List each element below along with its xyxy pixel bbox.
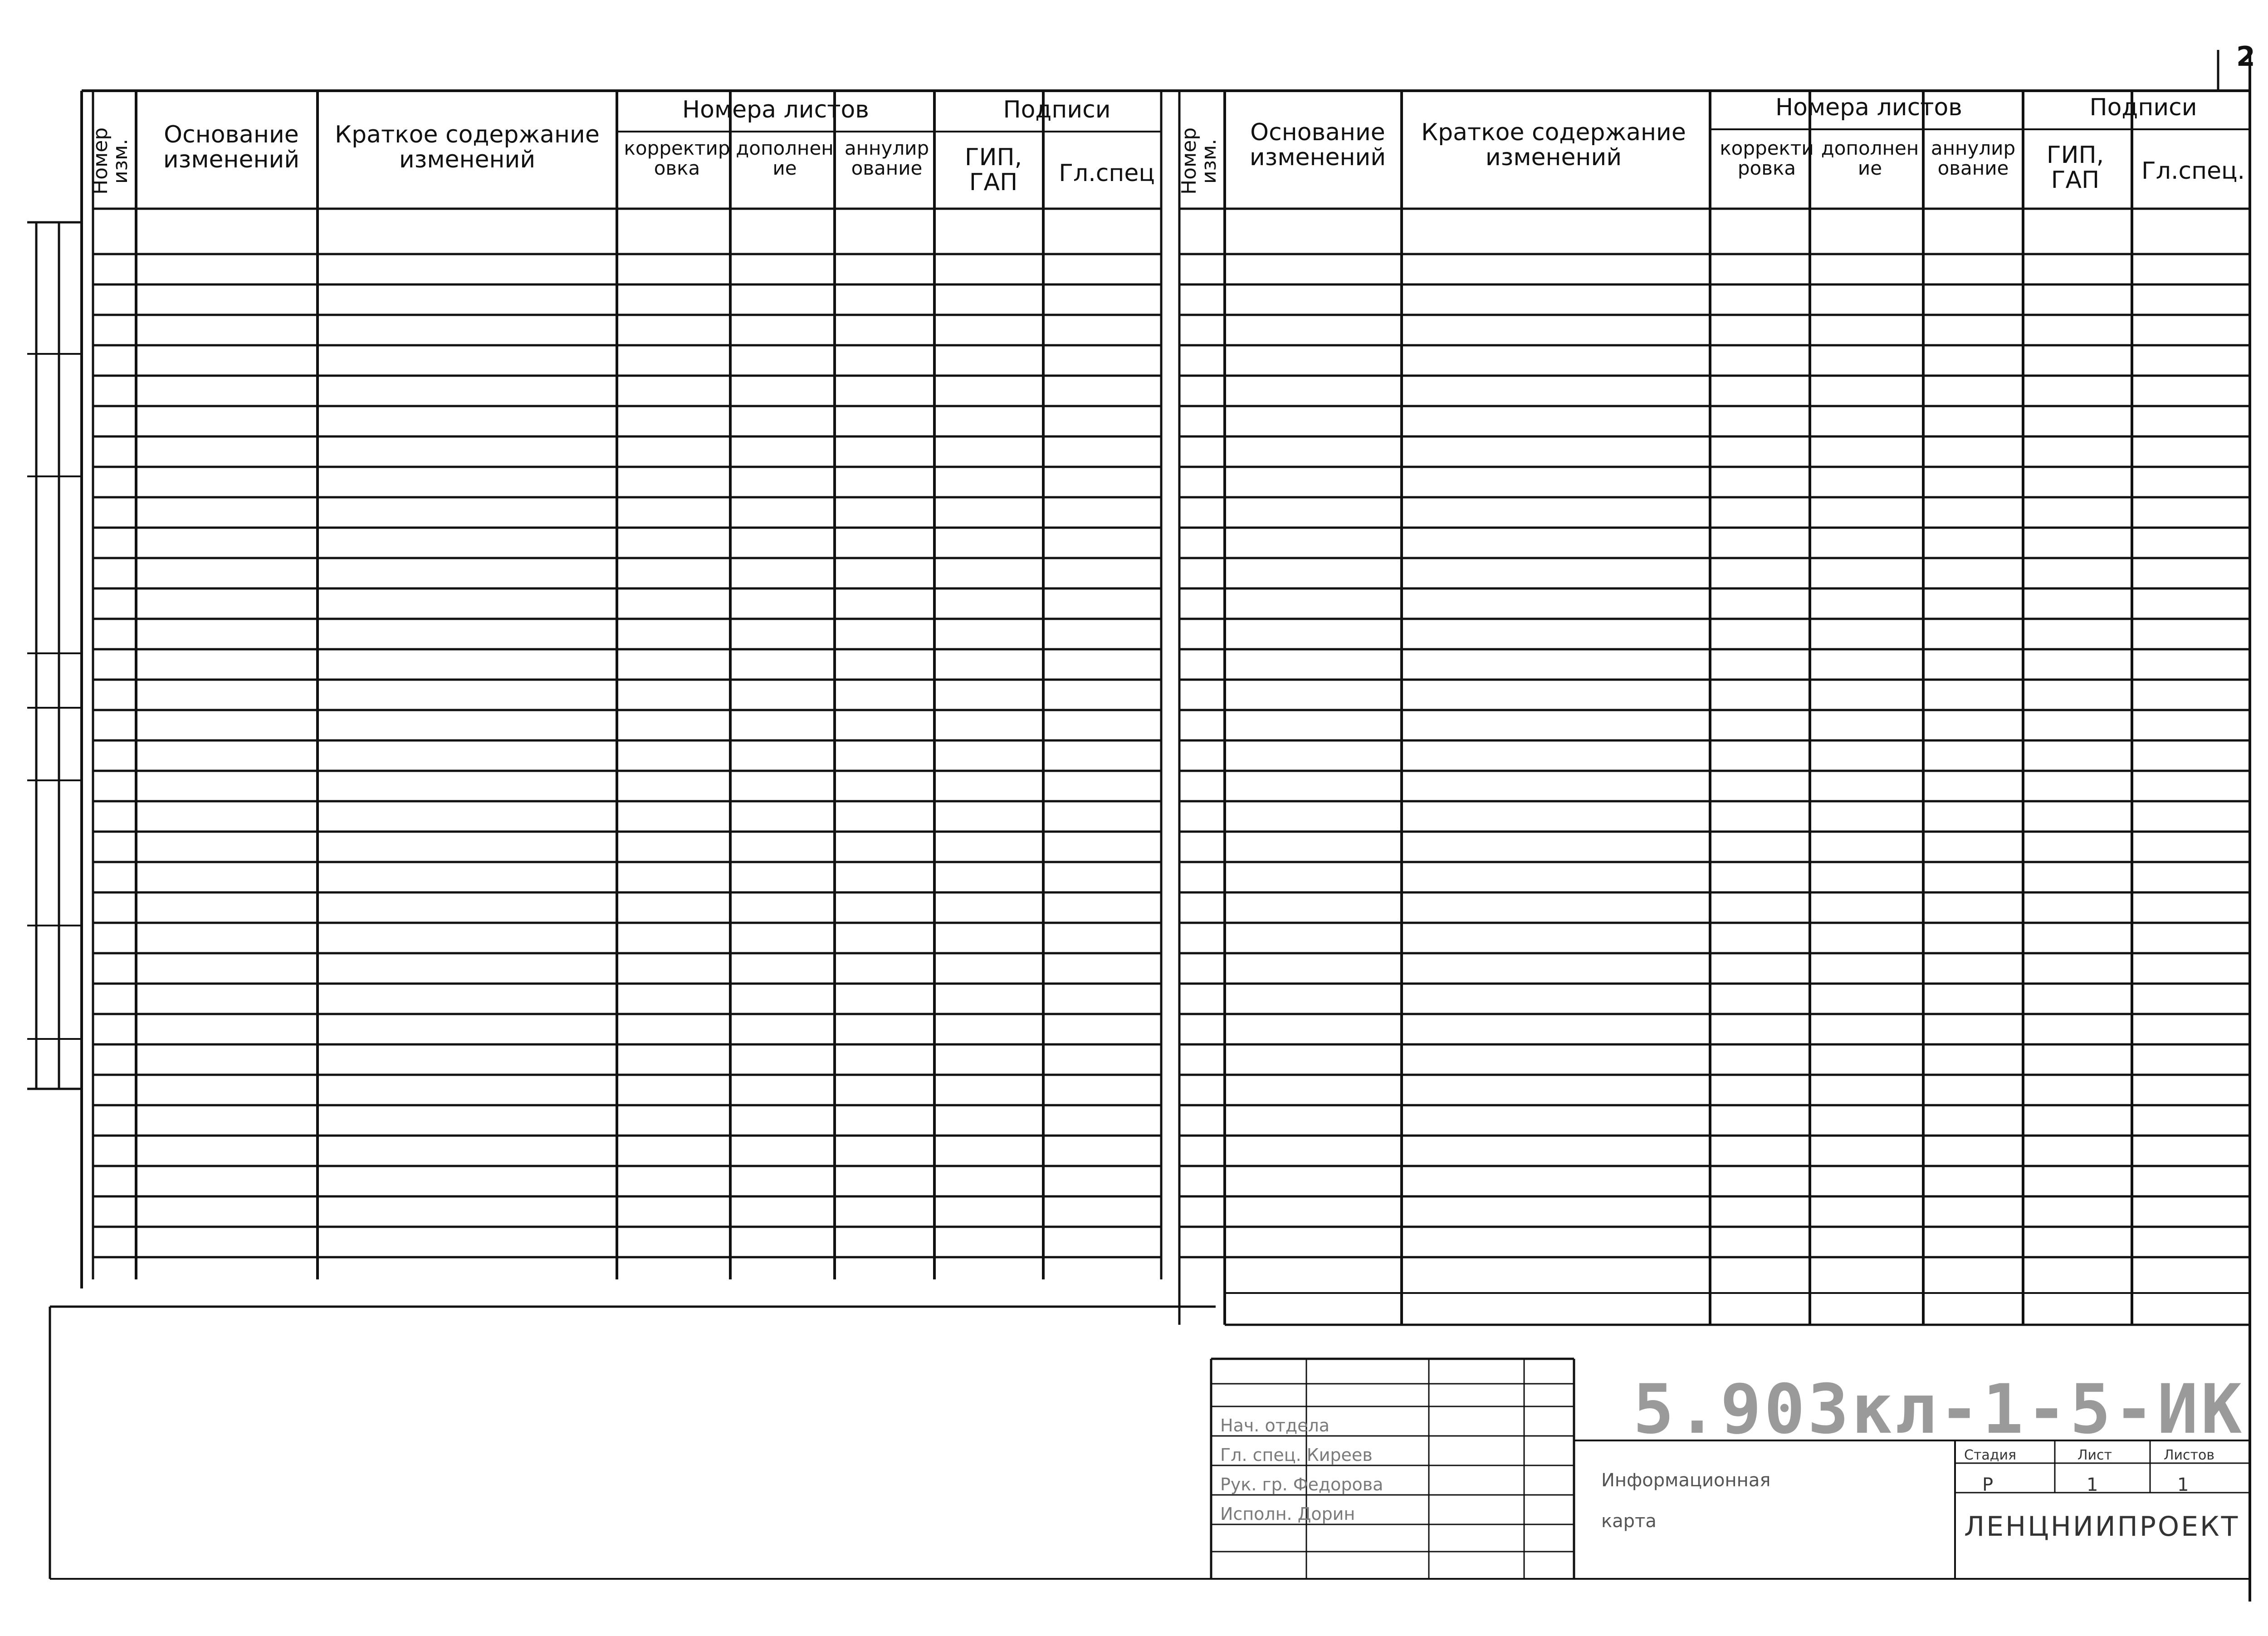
left-col-gip-header: ГИП, ГАП <box>964 144 1022 196</box>
organization-name: ЛЕНЦНИИПРОЕКТ <box>1964 1511 2240 1543</box>
right-col-addition-header: дополнение <box>1821 137 1919 180</box>
sheets-label: Листов <box>2164 1447 2215 1463</box>
left-col-correction-header: корректировка <box>624 137 730 180</box>
sheet-value: 1 <box>2087 1474 2098 1495</box>
sheets-value: 1 <box>2177 1474 2189 1495</box>
left-sheets-group-header: Номера листов <box>682 96 869 123</box>
left-col-basis-header: Основание изменений <box>163 121 300 173</box>
sign-row-4: Исполн. Дорин <box>1220 1504 1355 1524</box>
left-signatures-group-header: Подписи <box>1003 96 1111 123</box>
left-col-number-header: Номер изм. <box>89 127 132 195</box>
left-col-addition-header: дополнение <box>736 137 834 180</box>
page-number: 2 <box>2236 41 2255 73</box>
stage-value: Р <box>1982 1474 1994 1495</box>
document-title-line2: карта <box>1601 1511 1657 1532</box>
right-signatures-group-header: Подписи <box>2089 94 2197 121</box>
stamp-top-right <box>1574 1357 2250 1359</box>
right-col-glspec-header: Гл.спец. <box>2141 157 2245 185</box>
right-col-gip-header: ГИП, ГАП <box>2046 142 2104 194</box>
sign-row-2: Гл. спец. Киреев <box>1220 1445 1373 1465</box>
left-col-glspec-header: Гл.спец <box>1059 160 1155 187</box>
right-col-correction-header: корректировка <box>1720 137 1814 180</box>
sign-row-3: Рук. гр. Федорова <box>1220 1474 1383 1494</box>
left-col-annul-header: аннулирование <box>844 137 929 180</box>
sign-row-1: Нач. отдела <box>1220 1416 1330 1435</box>
right-col-number-header: Номер изм. <box>1178 127 1221 195</box>
stage-label: Стадия <box>1964 1447 2017 1463</box>
left-col-summary-header: Краткое содержание изменений <box>335 121 600 173</box>
document-designation: 5.903кл-1-5-ИК <box>1633 1370 2245 1449</box>
right-col-annul-header: аннулирование <box>1931 137 2016 180</box>
sheet-label: Лист <box>2077 1447 2112 1463</box>
right-sheets-group-header: Номера листов <box>1775 94 1962 121</box>
right-col-summary-header: Краткое содержание изменений <box>1421 119 1686 171</box>
right-col-basis-header: Основание изменений <box>1249 119 1386 171</box>
document-title-line1: Информационная <box>1601 1470 1771 1491</box>
